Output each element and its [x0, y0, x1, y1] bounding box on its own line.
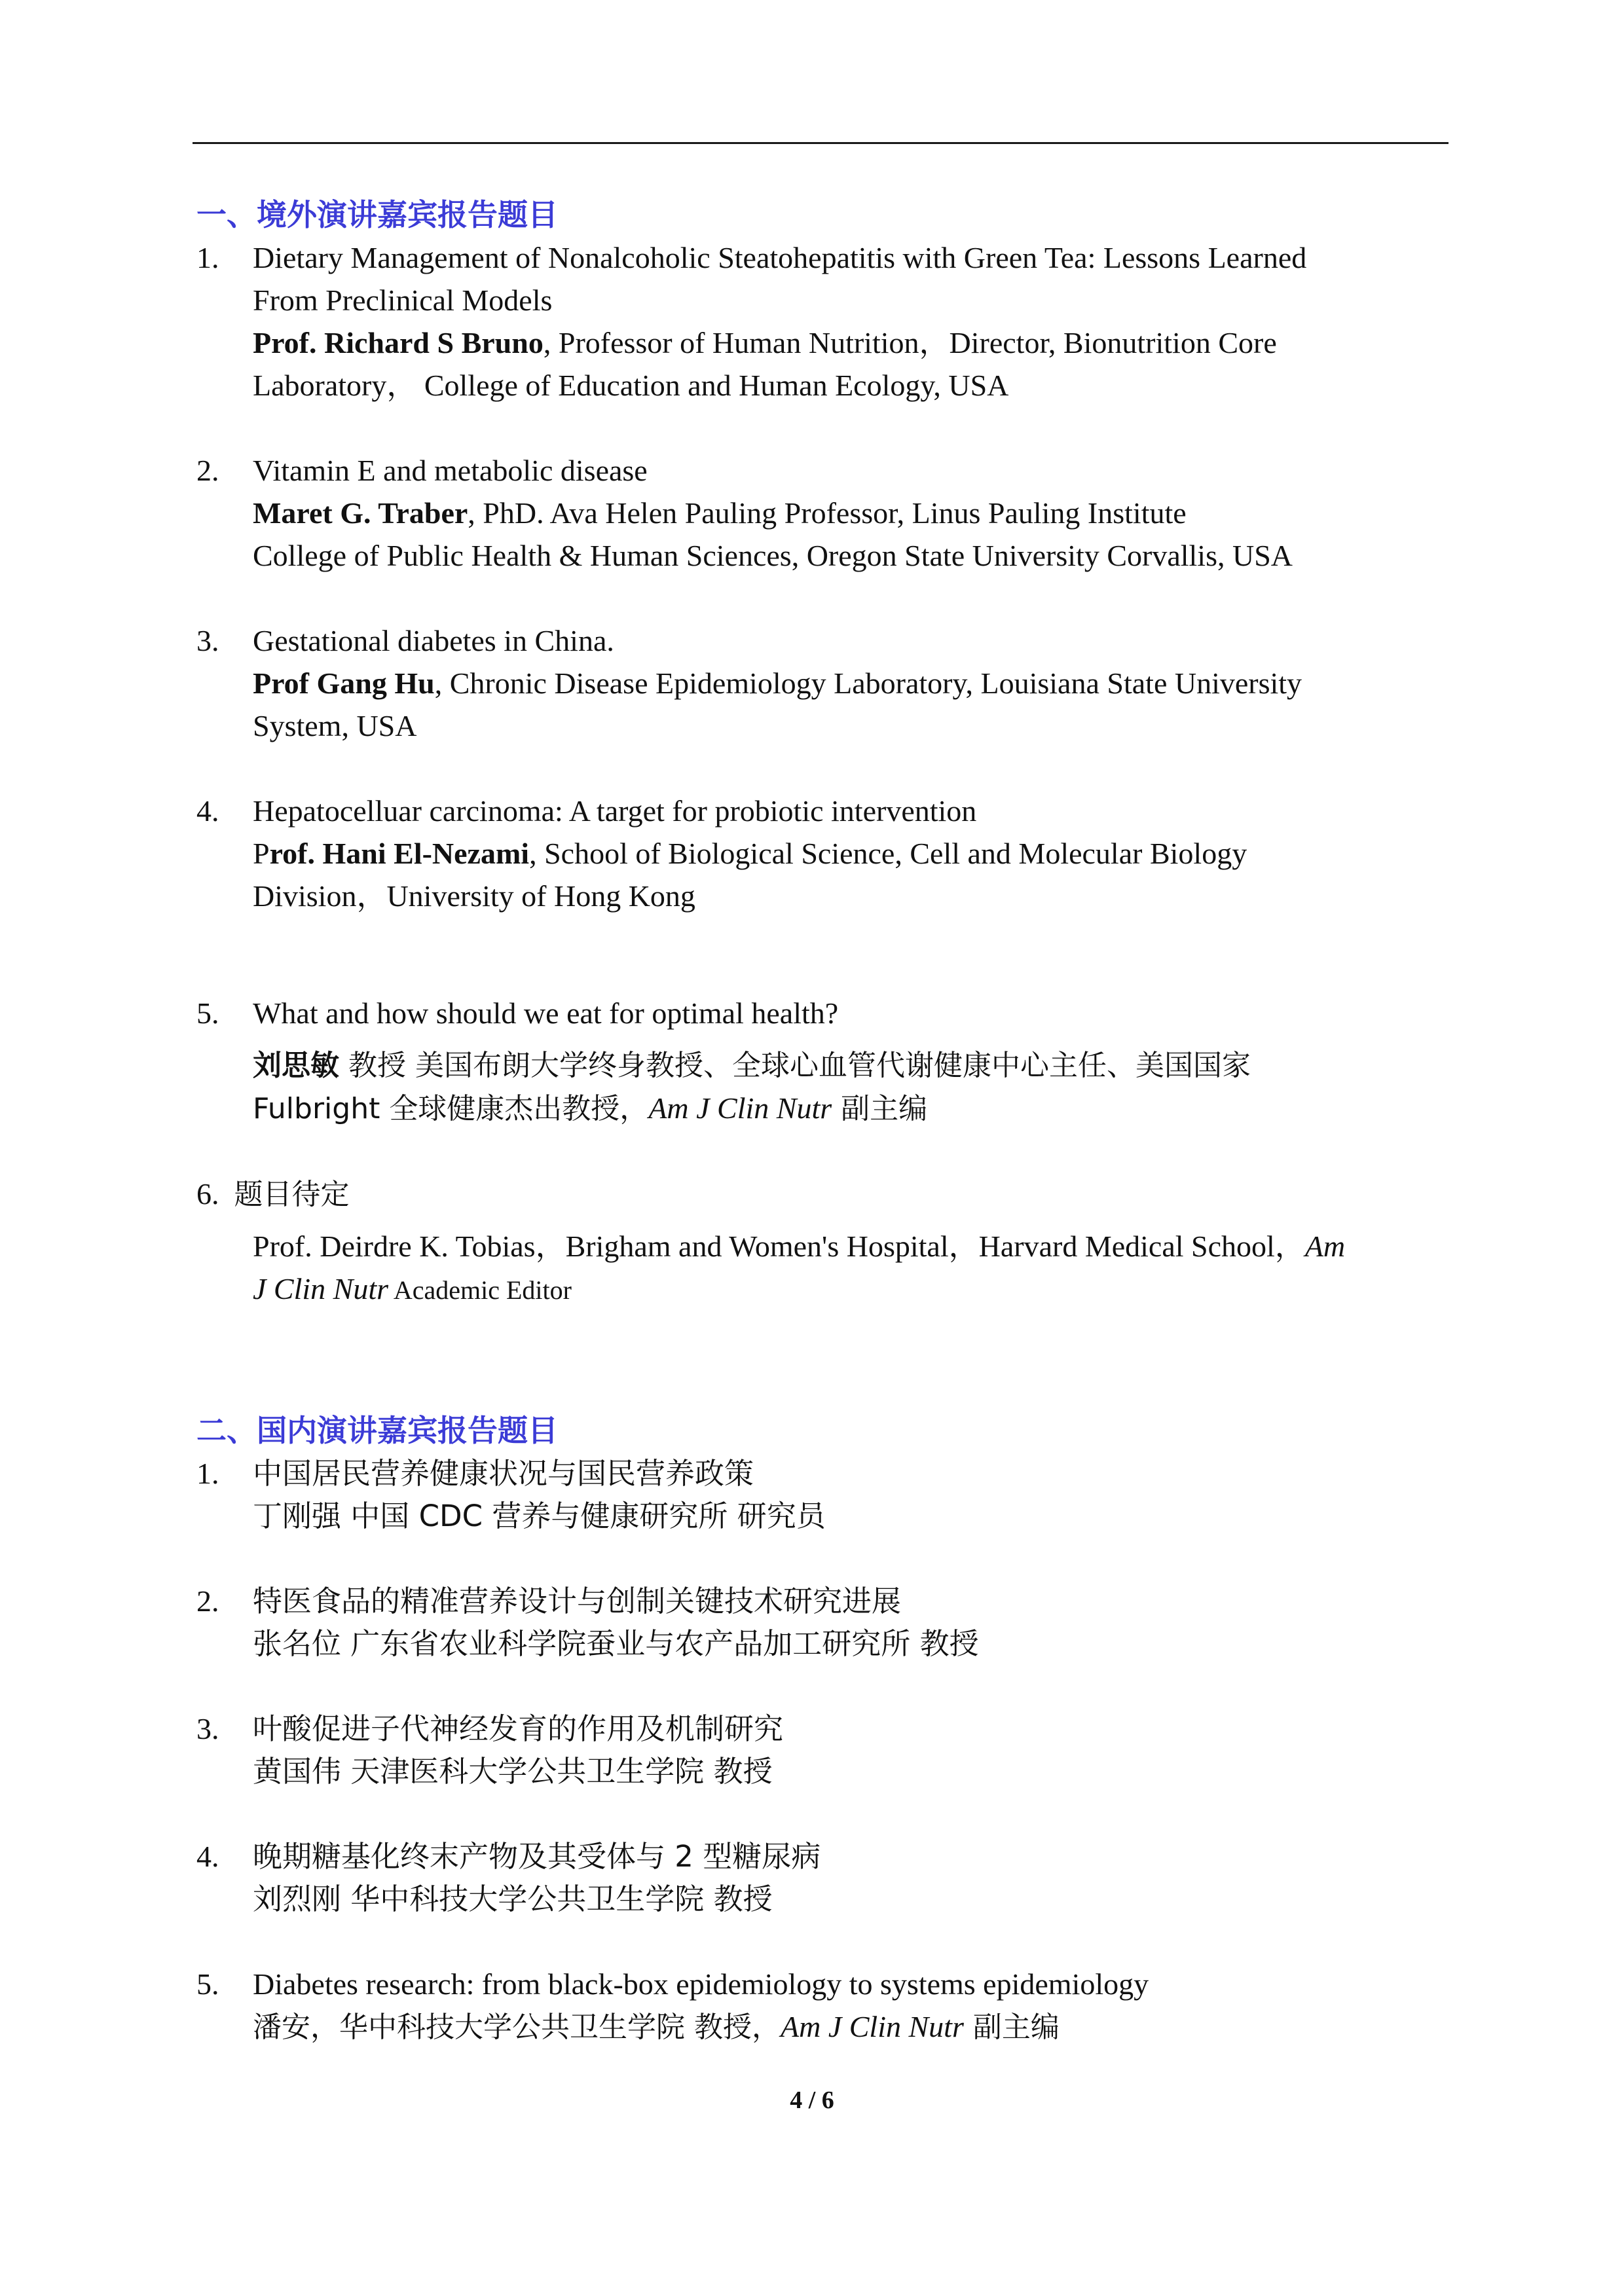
- talk-number: 5.: [196, 996, 219, 1030]
- speaker-affiliation: 教授 美国布朗大学终身教授、全球心血管代谢健康中心主任、美国国家: [339, 1049, 1251, 1082]
- talk-title: Dietary Management of Nonalcoholic Steatohepatitis with Green Tea: Lessons Learned: [253, 241, 1307, 274]
- talk-title: Gestational diabetes in China.: [253, 624, 614, 657]
- talk-number: 3.: [196, 1712, 219, 1745]
- talk-title: 中国居民营养健康状况与国民营养政策: [253, 1456, 754, 1491]
- speaker-line: [253, 1044, 1449, 1087]
- talk-item: [196, 619, 1449, 747]
- talk-number: 4.: [196, 1840, 219, 1873]
- speaker-line: 潘安，华中科技大学公共卫生学院 教授，Am J Clin Nutr 副主编: [253, 2010, 1060, 2044]
- talk-item: [196, 449, 1449, 577]
- talk-number: 2.: [196, 454, 219, 487]
- talk-title: Hepatocelluar carcinoma: A target for probiotic intervention: [253, 794, 977, 828]
- talk-title: 叶酸促进子代神经发育的作用及机制研究: [253, 1711, 784, 1746]
- speaker-initial: P: [253, 837, 270, 870]
- speaker-line: [253, 1225, 1449, 1267]
- talk-title: Vitamin E and metabolic disease: [253, 454, 648, 487]
- talk-number: 2.: [196, 1584, 219, 1618]
- talk-item: [196, 992, 1449, 1130]
- talk-number: 1.: [196, 241, 219, 274]
- talk-title: 题目待定: [234, 1178, 350, 1211]
- speaker-affiliation: Prof. Deirdre K. Tobias，Brigham and Women's Hospital，Harvard Medical School，: [253, 1230, 1305, 1263]
- speaker-line: 张名位 广东省农业科学院蚕业与农产品加工研究所 教授: [253, 1626, 979, 1661]
- talk-item: [196, 1835, 1449, 1920]
- talk-title-line: [196, 1173, 1449, 1216]
- journal-name: Am J Clin Nutr: [648, 1091, 832, 1125]
- talk-item: [196, 236, 1449, 407]
- talk-title: 晚期糖基化终末产物及其受体与 2 型糖尿病: [253, 1839, 821, 1874]
- talk-number: 3.: [196, 624, 219, 657]
- talk-number: 4.: [196, 794, 219, 828]
- talk-title: 特医食品的精准营养设计与创制关键技术研究进展: [253, 1584, 902, 1618]
- journal-name: Am: [1304, 1230, 1346, 1263]
- speaker-affiliation: Fulbright 全球健康杰出教授，Am J Clin Nutr 副主编: [253, 1091, 928, 1125]
- speaker-line: 黄国伟 天津医科大学公共卫生学院 教授: [253, 1754, 773, 1789]
- talk-number: 1.: [196, 1457, 219, 1490]
- talk-item: [196, 1452, 1449, 1537]
- speaker-line: [253, 492, 1449, 534]
- header-rule: [193, 142, 1449, 144]
- speaker-affiliation: College of Public Health & Human Sciences, Oregon State University Corvallis, USA: [253, 539, 1293, 572]
- speaker-affiliation: J Clin Nutr Academic Editor: [253, 1272, 572, 1305]
- speaker-name: Prof. Richard S Bruno: [253, 326, 544, 359]
- talk-item: [196, 1580, 1449, 1665]
- talk-item: [196, 1707, 1449, 1793]
- speaker-name: 刘思敏: [253, 1049, 339, 1082]
- talk-number: 5.: [196, 1967, 219, 2001]
- speaker-affiliation: , Chronic Disease Epidemiology Laboratory, Louisiana State University: [434, 666, 1302, 700]
- talk-title: Diabetes research: from black-box epidemiology to systems epidemiology: [253, 1967, 1149, 2001]
- speaker-affiliation: Division，University of Hong Kong: [253, 879, 695, 913]
- speaker-line: [253, 321, 1449, 364]
- speaker-name: Maret G. Traber: [253, 496, 468, 530]
- page-number: 4 / 6: [790, 2086, 834, 2114]
- speaker-line: [253, 832, 1449, 875]
- speaker-name: rof. Hani El-Nezami: [269, 837, 530, 870]
- speaker-name: Prof Gang Hu: [253, 666, 435, 700]
- section-heading-international: 一、境外演讲嘉宾报告题目: [196, 197, 558, 232]
- speaker-line: 丁刚强 中国 CDC 营养与健康研究所 研究员: [253, 1499, 826, 1533]
- speaker-line: 刘烈刚 华中科技大学公共卫生学院 教授: [253, 1882, 773, 1916]
- journal-name: J Clin Nutr: [253, 1272, 389, 1305]
- speaker-affiliation: , School of Biological Science, Cell and Molecular Biology: [529, 837, 1247, 870]
- journal-name: Am J Clin Nutr: [781, 2010, 964, 2043]
- speaker-affiliation: , PhD. Ava Helen Pauling Professor, Linus Pauling Institute: [468, 496, 1187, 530]
- speaker-affiliation: System, USA: [253, 709, 417, 742]
- document-page: [196, 194, 1449, 2049]
- talk-item: [196, 1963, 1449, 2049]
- speaker-line: [253, 662, 1449, 704]
- speaker-affiliation: Laboratory， College of Education and Human Ecology, USA: [253, 369, 1009, 402]
- section-heading-domestic: 二、国内演讲嘉宾报告题目: [196, 1413, 558, 1448]
- talk-number: 6.: [196, 1177, 219, 1211]
- talk-item: [196, 1173, 1449, 1311]
- talk-title: What and how should we eat for optimal health?: [253, 996, 839, 1030]
- talk-title: From Preclinical Models: [253, 283, 553, 317]
- speaker-affiliation: , Professor of Human Nutrition，Director, Bionutrition Core: [543, 326, 1277, 359]
- talk-item: [196, 790, 1449, 917]
